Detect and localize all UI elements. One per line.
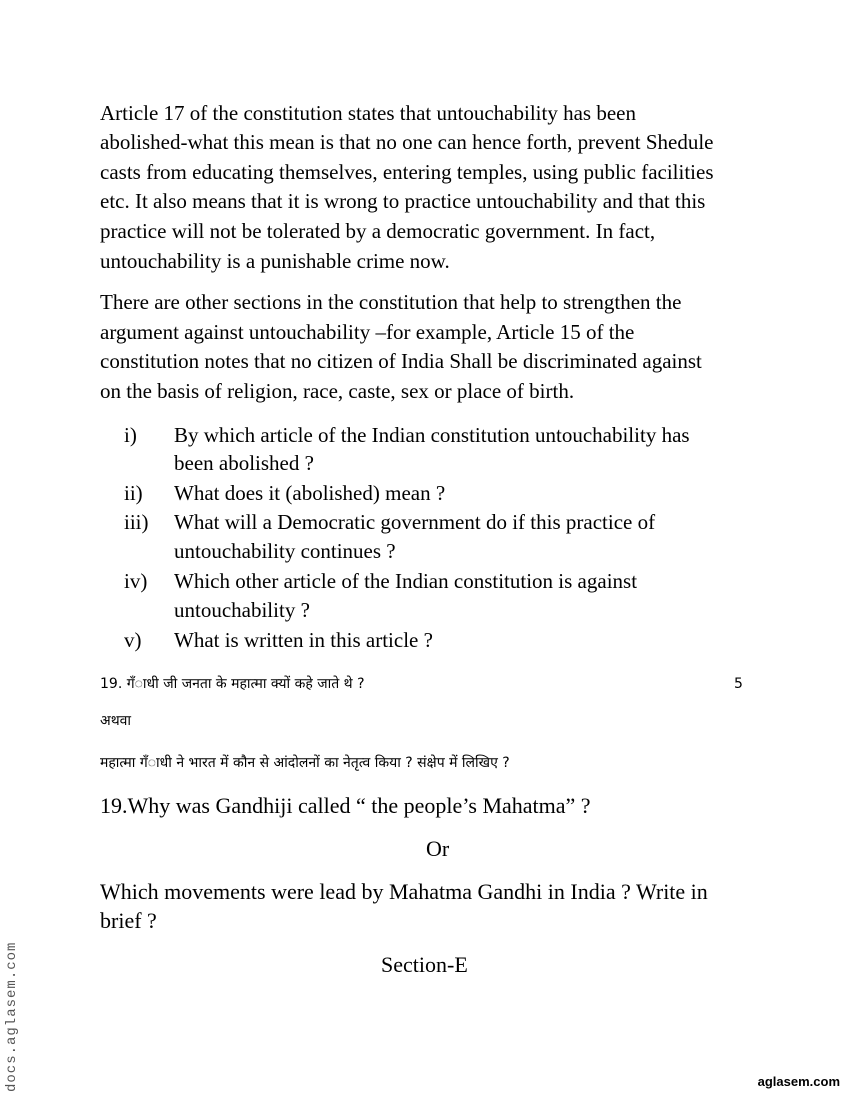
text-line: untouchability is a punishable crime now. <box>100 249 450 273</box>
question-text: What does it (abolished) mean ? <box>174 481 446 505</box>
question-19-hindi: 19. गँाधी जी जनता के महात्मा क्यों कहे जाते थे ? <box>100 676 365 692</box>
question-number: ii) <box>124 481 143 505</box>
text-line: There are other sections in the constitution that help to strengthen the <box>100 290 682 314</box>
text-line: etc. It also means that it is wrong to practice untouchability and that this <box>100 189 706 213</box>
or-english: Or <box>426 836 450 861</box>
question-text: What will a Democratic government do if this practice of <box>174 510 656 534</box>
question-text-continued: been abolished ? <box>174 451 314 475</box>
section-heading: Section-E <box>381 952 468 977</box>
question-text: Which other article of the Indian constitution is against <box>174 569 638 593</box>
text-line: abolished-what this mean is that no one can hence forth, prevent Shedule <box>100 130 714 154</box>
alternative-question-english-continued: brief ? <box>100 908 157 933</box>
text-line: casts from educating themselves, entering temples, using public facilities <box>100 160 714 184</box>
marks: 5 <box>734 676 743 692</box>
question-text-continued: untouchability continues ? <box>174 539 396 563</box>
alternative-question-english: Which movements were lead by Mahatma Gandhi in India ? Write in <box>100 879 708 904</box>
or-hindi: अथवा <box>100 713 132 729</box>
alternative-question-hindi: महात्मा गँाधी ने भारत में कौन से आंदोलनों का नेतृत्व किया ? संक्षेप में लिखिए ? <box>100 755 510 771</box>
text-line: argument against untouchability –for example, Article 15 of the <box>100 320 635 344</box>
watermark: docs.aglasem.com <box>4 941 20 1092</box>
text-line: on the basis of religion, race, caste, sex or place of birth. <box>100 379 575 403</box>
question-text: By which article of the Indian constitution untouchability has <box>174 423 690 447</box>
text-line: constitution notes that no citizen of India Shall be discriminated against <box>100 349 702 373</box>
question-19-english: 19.Why was Gandhiji called “ the people’s Mahatma” ? <box>100 793 591 818</box>
question-number: iv) <box>124 569 148 593</box>
question-text-continued: untouchability ? <box>174 598 310 622</box>
question-number: v) <box>124 628 142 652</box>
text-line: Article 17 of the constitution states that untouchability has been <box>100 101 636 125</box>
footer-brand: aglasem.com <box>757 1074 840 1089</box>
text-line: practice will not be tolerated by a democratic government. In fact, <box>100 219 656 243</box>
question-number: i) <box>124 423 137 447</box>
question-text: What is written in this article ? <box>174 628 433 652</box>
question-number: iii) <box>124 510 149 534</box>
